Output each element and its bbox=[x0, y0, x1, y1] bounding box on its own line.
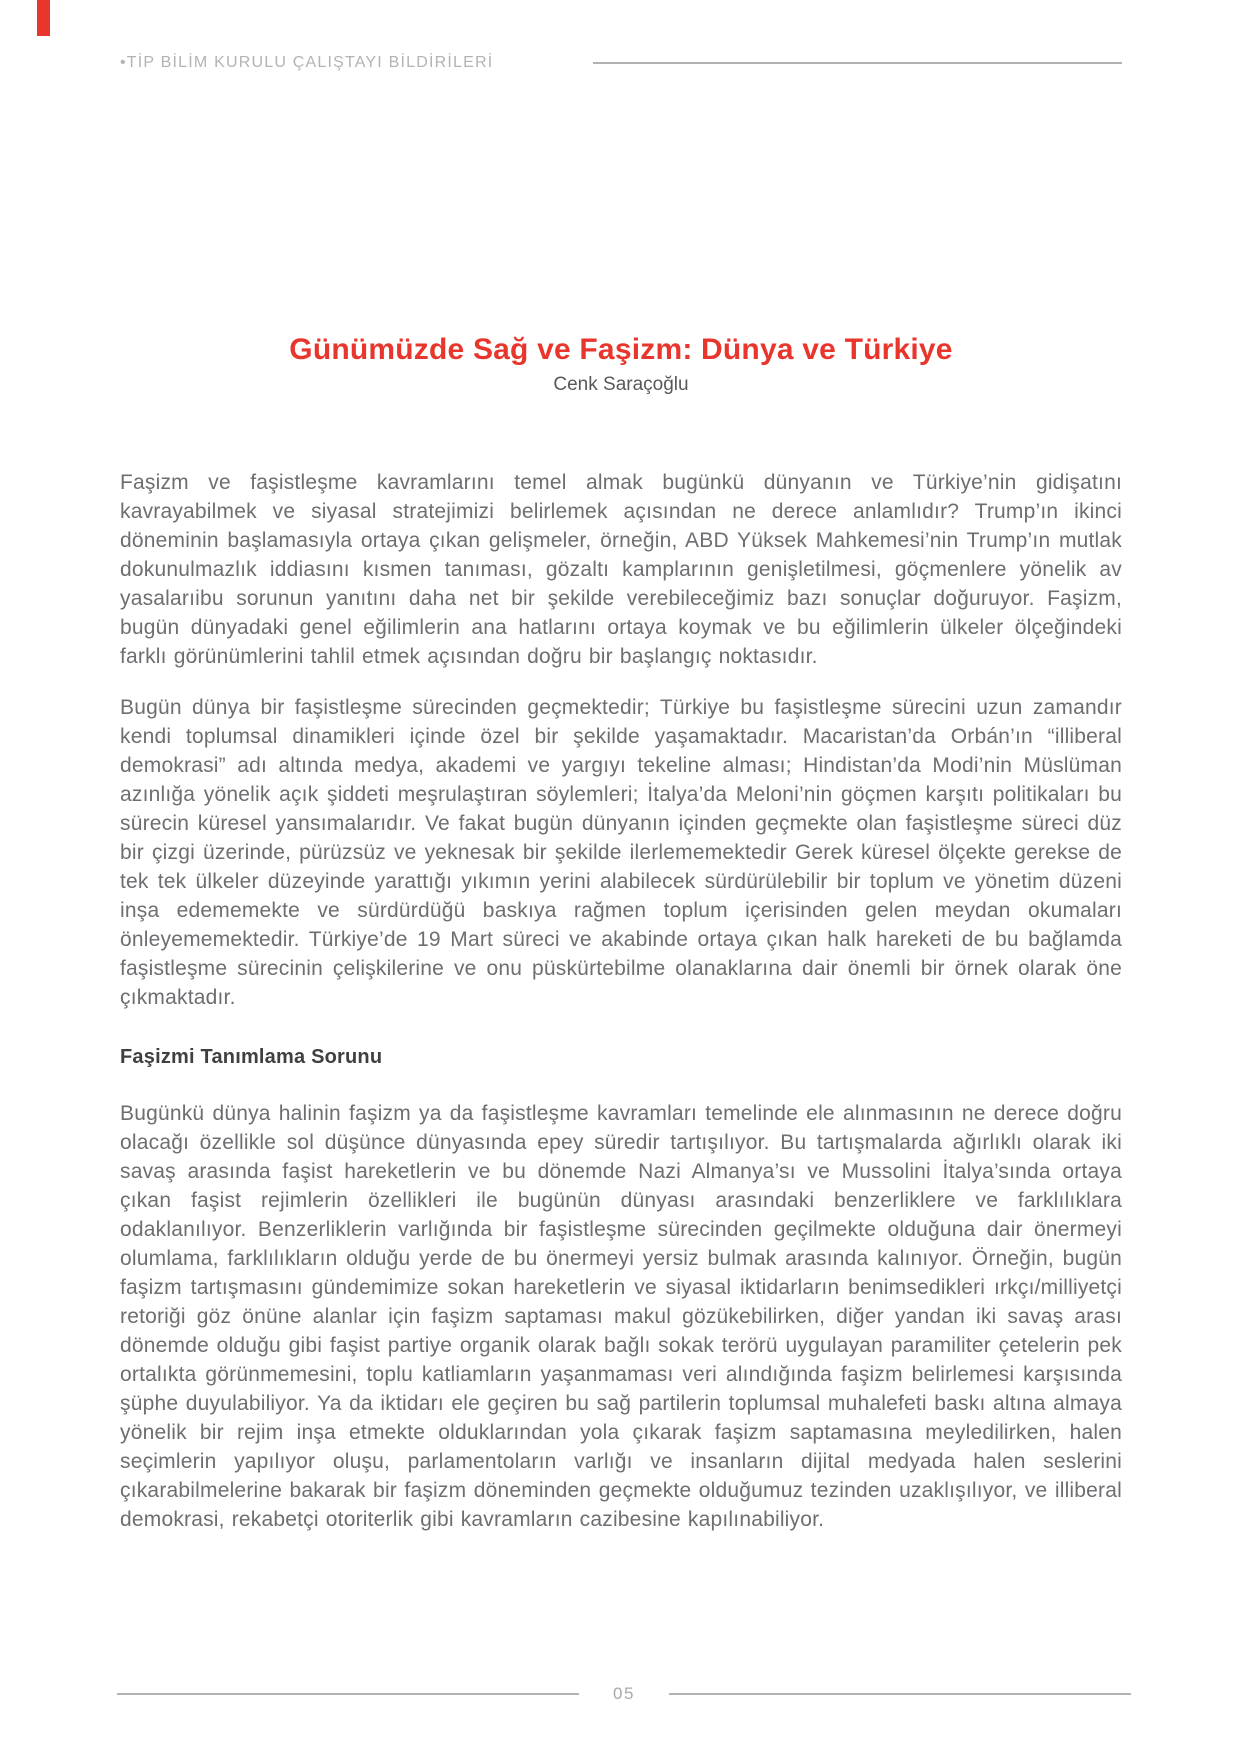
page-footer bbox=[117, 1684, 1131, 1704]
article-author: Cenk Saraçoğlu bbox=[553, 374, 689, 395]
red-ribbon-mark bbox=[37, 0, 50, 36]
series-title: •TİP BİLİM KURULU ÇALIŞTAYI BİLDİRİLERİ bbox=[120, 54, 494, 71]
footer-rule-right bbox=[669, 1693, 1131, 1695]
intro-paragraph-1: Faşizm ve faşistleşme kavramlarını temel almak bugünkü dünyanın ve Türkiye’nin gidişatını kavrayabilmek ve siyasal stratejimizi belirlemek açısından ne derece anlamlıdır? Trump’ın ikinci döneminin başlamasıyla ortaya çıkan gelişmeler, örneğin, ABD Yüksek Mahkemesi’nin Trump’ın mutlak dokunulmazlık iddiasını kısmen tanıması, gözaltı kamplarının genişletilmesi, göçmenlere yönelik av yasalarıibu sorunun yanıtını daha net bir şekilde verebileceğimiz bazı sonuçlar doğuruyor. Faşizm, bugün dünyadaki genel eğilimlerin ana hatlarını ortaya koymak ve bu eğilimlerin ülkeler ölçeğindeki farklı görünümlerini tahlil etmek açısından doğru bir başlangıç noktasıdır. bbox=[120, 471, 1122, 668]
intro-paragraph-2: Bugün dünya bir faşistleşme sürecinden geçmektedir; Türkiye bu faşistleşme sürecini uzun zamandır kendi toplumsal dinamikleri içinde özel bir şekilde yaşamaktadır. Macaristan’da Orbán’ın “illiberal demokrasi” adı altında medya, akademi ve yargıyı tekeline alması; Hindistan’da Modi’nin Müslüman azınlığa yönelik açık şiddeti meşrulaştıran söylemleri; İtalya’da Meloni’nin göçmen karşıtı politikaları bu sürecin küresel yansımalarıdır. Ve fakat bugün dünyanın içinden geçmekte olan faşistleşme süreci düz bir çizgi üzerinde, pürüzsüz ve yeknesak bir şekilde ilerlememektedir Gerek küresel ölçekte gerekse de tek tek ülkeler düzeyinde yarattığı yıkımın yerini alabilecek sürdürülebilir bir toplum ve yönetim düzeni inşa edememekte ve sürdürdüğü baskıya rağmen toplum içerisinden gelen meydan okumaları önleyememektedir. Türkiye’de 19 Mart süreci ve akabinde ortaya çıkan halk hareketi de bu bağlamda faşistleşme sürecinin çelişkilerine ve onu püskürtebilme olanaklarına dair önemli bir örnek olarak öne çıkmaktadır. bbox=[120, 696, 1122, 1009]
section-heading: Faşizmi Tanımlama Sorunu bbox=[120, 1046, 383, 1068]
article-title: Günümüzde Sağ ve Faşizm: Dünya ve Türkiye bbox=[289, 333, 953, 366]
page-number: 05 bbox=[613, 1684, 635, 1703]
footer-rule-left bbox=[117, 1693, 579, 1695]
header-rule bbox=[593, 62, 1122, 64]
article-body bbox=[120, 333, 1122, 1534]
section-paragraph-1: Bugünkü dünya halinin faşizm ya da faşistleşme kavramları temelinde ele alınmasının ne derece doğru olacağı özellikle sol düşünce dünyasında epey süredir tartışılıyor. Bu tartışmalarda ağırlıklı olarak iki savaş arasında faşist hareketlerin ve bu dönemde Nazi Almanya’sı ve Mussolini İtalya’sında ortaya çıkan faşist rejimlerin özellikleri ile bugünün dünyası arasındaki benzerliklere ve farklılıklara odaklanılıyor. Benzerliklerin varlığında bir faşistleşme sürecinden geçilmekte olduğuna dair önermeyi olumlama, farklılıkların olduğu yerde de bu önermeyi yersiz bulmak arasında kalınıyor. Örneğin, bugün faşizm tartışmasını gündemimize sokan hareketlerin ve siyasal iktidarların benimsedikleri ırkçı/milliyetçi retoriği göz önüne alanlar için faşizm saptaması makul gözükebilirken, diğer yandan iki savaş arası dönemde olduğu gibi faşist partiye organik olarak bağlı sokak terörü uygulayan paramiliter çetelerin pek ortalıkta görünmemesini, toplu katliamların yaşanmaması veri alındığında faşizm belirlemesi karşısında şüphe duyulabiliyor. Ya da iktidarı ele geçiren bu sağ partilerin toplumsal muhalefeti baskı altına almaya yönelik bir rejim inşa etmekte olduklarından yola çıkarak faşizm saptamasına meyledilirken, halen seçimlerin yapılıyor oluşu, parlamentoların varlığı ve insanların dijital medyada halen seslerini çıkarabilmelerine bakarak bir faşizm döneminden geçmekte olduğumuz tezinden uzaklışılıyor, ve illiberal demokrasi, rekabetçi otoriterlik gibi kavramların cazibesine kapılınabiliyor. bbox=[120, 1102, 1122, 1531]
page-header bbox=[120, 54, 1122, 72]
